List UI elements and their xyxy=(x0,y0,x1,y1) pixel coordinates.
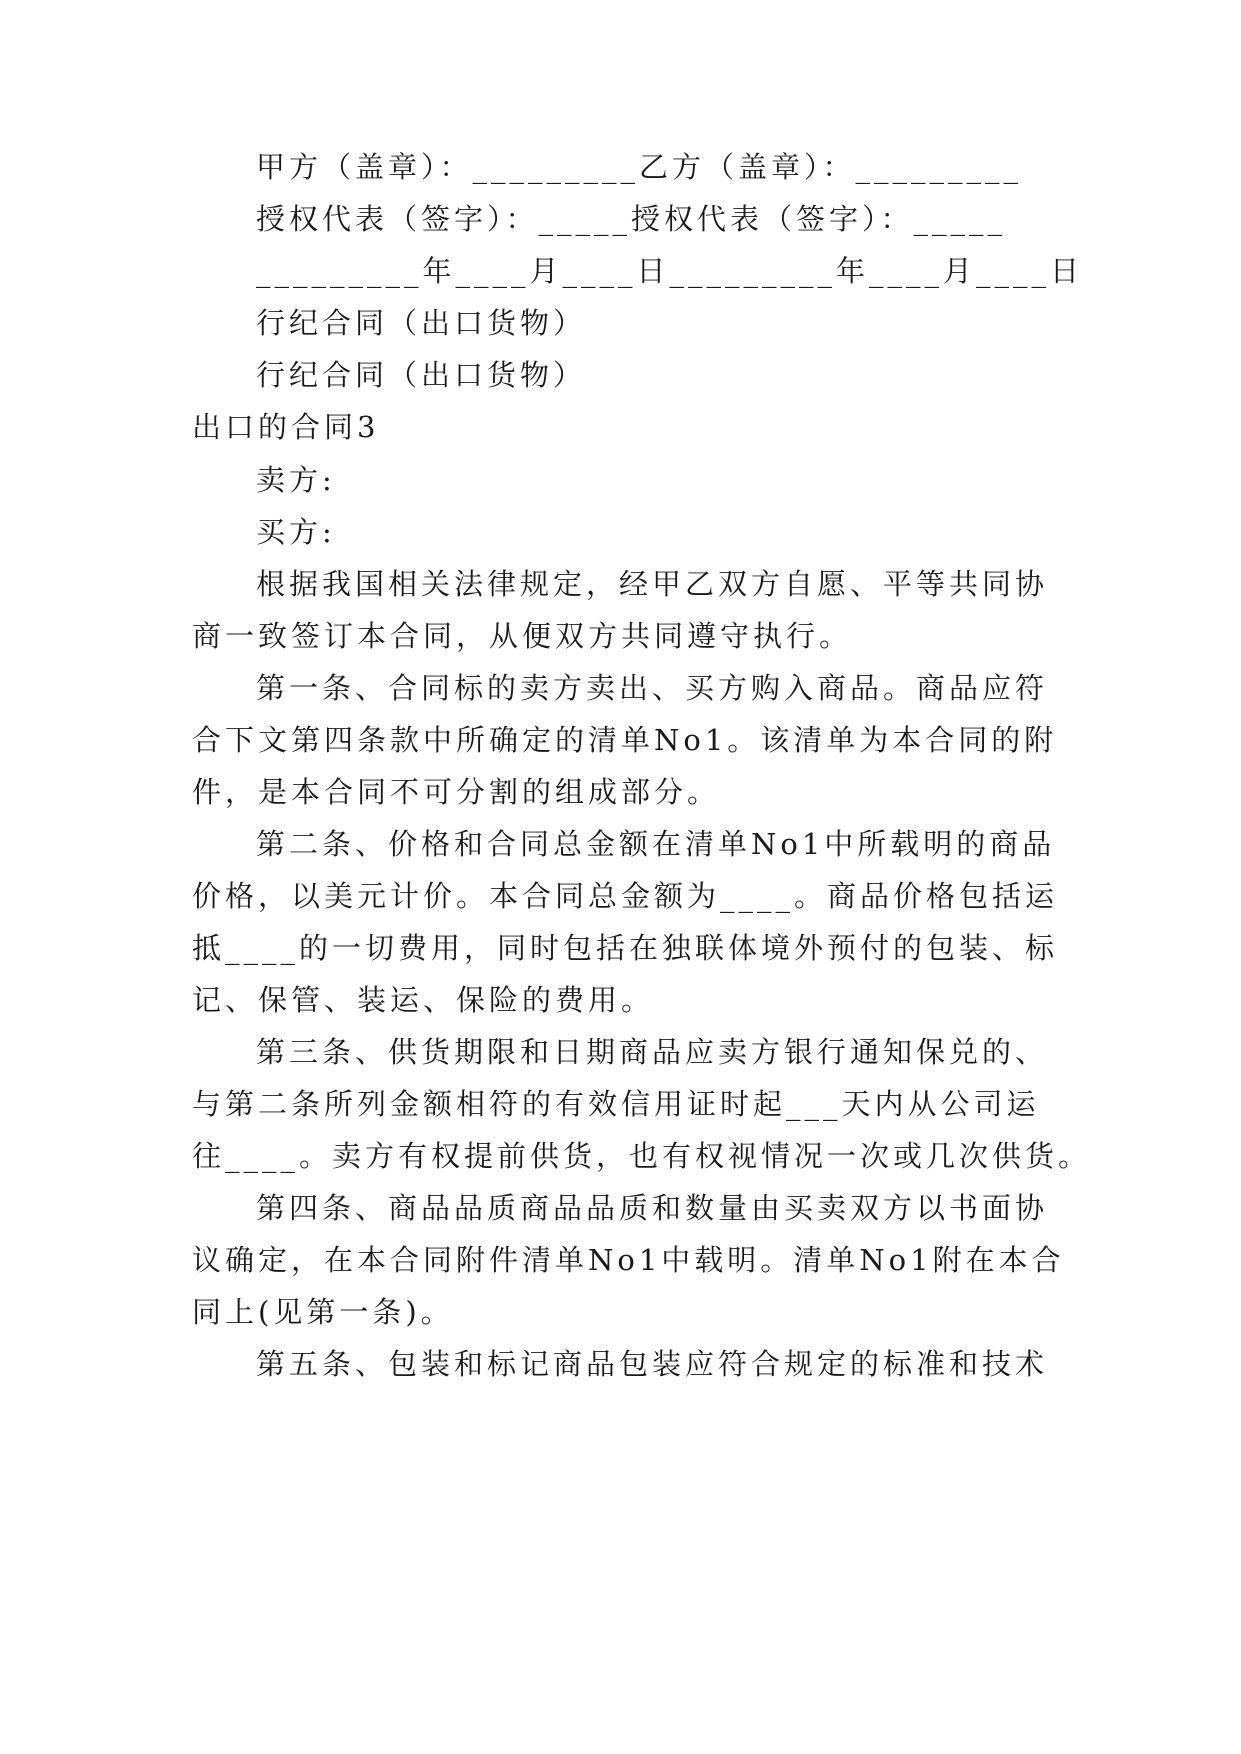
section-heading: 出口的合同3 xyxy=(192,410,380,444)
article4-line: 议确定，在本合同附件清单No1中载明。清单No1附在本合 xyxy=(192,1243,1065,1277)
article1-line: 合下文第四条款中所确定的清单No1。该清单为本合同的附 xyxy=(192,723,1058,757)
article2-line: 第二条、价格和合同总金额在清单No1中所载明的商品 xyxy=(256,827,1056,861)
article5-line: 第五条、包装和标记商品包装应符合规定的标准和技术 xyxy=(256,1347,1049,1381)
contract-type-line: 行纪合同（出口货物） xyxy=(256,358,587,392)
article2-line: 抵____的一切费用，同时包括在独联体境外预付的包装、标 xyxy=(192,931,1059,965)
article3-line: 第三条、供货期限和日期商品应卖方银行通知保兑的、 xyxy=(256,1035,1049,1069)
article2-line: 价格，以美元计价。本合同总金额为____。商品价格包括运 xyxy=(192,879,1059,913)
buyer-label: 买方: xyxy=(256,515,336,549)
intro-paragraph-line: 商一致签订本合同，从便双方共同遵守执行。 xyxy=(192,619,853,653)
article2-line: 记、保管、装运、保险的费用。 xyxy=(192,983,655,1017)
representative-sign-line: 授权代表（签字）：_____授权代表（签字）：_____ xyxy=(256,202,1007,236)
article3-line: 往____。卖方有权提前供货，也有权视情况一次或几次供货。 xyxy=(192,1139,1092,1173)
article1-line: 第一条、合同标的卖方卖出、买方购入商品。商品应符 xyxy=(256,671,1049,705)
article4-line: 同上(见第一条)。 xyxy=(192,1295,454,1329)
date-line: _________年____月____日_________年____月____日 xyxy=(256,254,1084,288)
contract-type-line: 行纪合同（出口货物） xyxy=(256,306,587,340)
article1-line: 件，是本合同不可分割的组成部分。 xyxy=(192,775,721,809)
article3-line: 与第二条所列金额相符的有效信用证时起___天内从公司运 xyxy=(192,1087,1040,1121)
intro-paragraph-line: 根据我国相关法律规定，经甲乙双方自愿、平等共同协 xyxy=(256,567,1049,601)
seller-label: 卖方: xyxy=(256,463,336,497)
article4-line: 第四条、商品品质商品品质和数量由买卖双方以书面协 xyxy=(256,1191,1049,1225)
party-stamp-line: 甲方（盖章）：_________乙方（盖章）：_________ xyxy=(256,150,1023,184)
